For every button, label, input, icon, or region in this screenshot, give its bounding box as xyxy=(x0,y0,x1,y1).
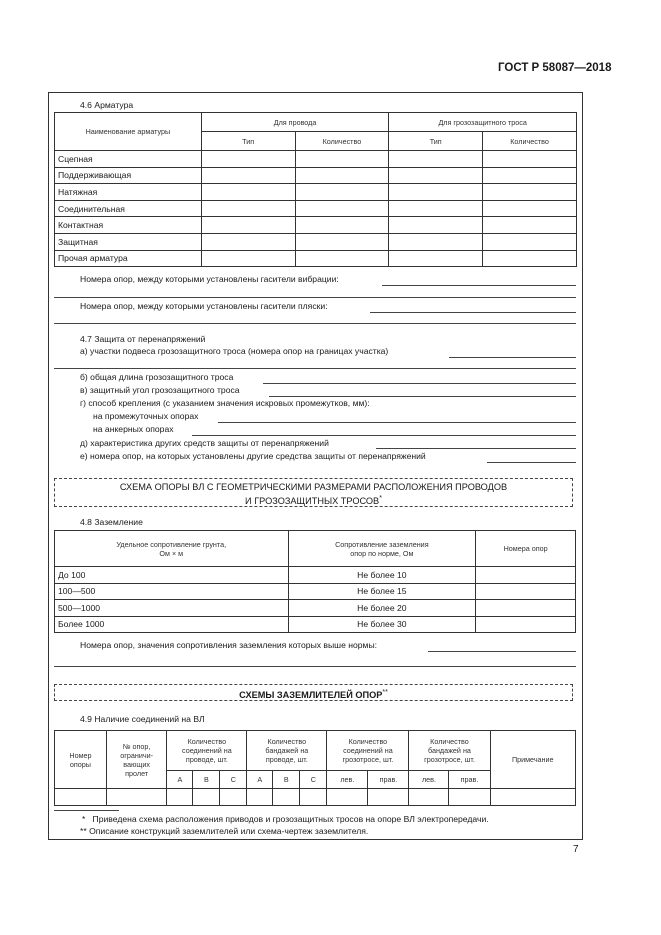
fitting-row-label: Защитная xyxy=(55,233,202,250)
tower-scheme-footnote-mark: * xyxy=(379,495,382,502)
col-span-towers: № опор, ограничи- вающих пролет xyxy=(106,731,167,789)
footnote-separator xyxy=(54,810,119,811)
vibration-damper-label: Номера опор, между которыми установлены гасители вибрации: xyxy=(80,274,339,284)
section-4-8-title: 4.8 Заземление xyxy=(80,517,143,527)
above-norm-label: Номера опор, значения сопротивления заземления которых выше нормы: xyxy=(80,640,378,650)
vibration-damper-line[interactable] xyxy=(382,285,576,286)
tower-scheme-line2: И ГРОЗОЗАЩИТНЫХ ТРОСОВ xyxy=(245,496,380,507)
col-note: Примечание xyxy=(490,731,576,789)
item-v-line[interactable] xyxy=(269,396,576,397)
vibration-damper-line-2[interactable] xyxy=(54,297,576,298)
item-g1-label: на промежуточных опорах xyxy=(93,411,199,421)
norm-value: Не более 20 xyxy=(288,600,476,617)
item-g2-label: на анкерных опорах xyxy=(93,424,174,434)
norm-value: Не более 30 xyxy=(288,616,476,633)
dance-damper-line[interactable] xyxy=(370,312,576,313)
item-d-line[interactable] xyxy=(376,448,576,449)
item-e-label: е) номера опор, на которых установлены другие средства защиты от перенапряжений xyxy=(80,451,426,461)
fitting-row-label: Прочая арматура xyxy=(55,250,202,267)
fitting-row-label: Натяжная xyxy=(55,184,202,201)
grounding-table xyxy=(54,530,576,633)
grounding-scheme-box xyxy=(54,684,573,701)
item-e-line[interactable] xyxy=(487,462,576,463)
col-norm-resistance: Сопротивление заземления опор по норме, Ом xyxy=(288,531,476,567)
item-g2-line[interactable] xyxy=(192,435,576,436)
fitting-row-label: Соединительная xyxy=(55,200,202,217)
group-ground-wire: Для грозозащитного троса xyxy=(389,113,577,132)
col-wire-bandages: Количество бандажей на проводе, шт. xyxy=(247,731,327,771)
soil-value: 500—1000 xyxy=(55,600,289,617)
item-v-label: в) защитный угол грозозащитного троса xyxy=(80,385,240,395)
footnote-1: * Приведена схема расположения приводов и грозозащитных тросов на опоре ВЛ электропередачи. xyxy=(82,814,489,824)
ground-left: лев. xyxy=(409,771,449,789)
phase-a: А xyxy=(247,771,273,789)
norm-value: Не более 10 xyxy=(288,567,476,584)
dance-damper-line-2[interactable] xyxy=(54,323,576,324)
item-g-label: г) способ крепления (с указанием значения искровых промежутков, мм): xyxy=(80,398,370,408)
grounding-scheme-title: СХЕМЫ ЗАЗЕМЛИТЕЛЕЙ ОПОР xyxy=(239,690,383,701)
dance-damper-label: Номера опор, между которыми установлены гасители пляски: xyxy=(80,301,328,311)
col-fitting-name: Наименование арматуры xyxy=(55,113,202,151)
soil-value: До 100 xyxy=(55,567,289,584)
norm-value: Не более 15 xyxy=(288,583,476,600)
item-a-label: а) участки подвеса грозозащитного троса (номера опор на границах участка) xyxy=(80,346,389,356)
ground-right: прав. xyxy=(449,771,490,789)
phase-a: А xyxy=(167,771,193,789)
item-b-label: б) общая длина грозозащитного троса xyxy=(80,372,234,382)
standard-number: ГОСТ Р 58087—2018 xyxy=(498,62,612,74)
phase-c: С xyxy=(300,771,327,789)
tower-scheme-line1: СХЕМА ОПОРЫ ВЛ С ГЕОМЕТРИЧЕСКИМИ РАЗМЕРАМИ РАСПОЛОЖЕНИЯ ПРОВОДОВ xyxy=(119,482,508,492)
col-ground-qty: Количество xyxy=(483,132,577,151)
grounding-scheme-footnote-mark: ** xyxy=(382,689,388,696)
phase-b: В xyxy=(193,771,220,789)
item-a-line-2[interactable] xyxy=(54,368,576,369)
col-wire-connections: Количество соединений на проводе, шт. xyxy=(167,731,247,771)
col-tower-number: Номер опоры xyxy=(55,731,107,789)
above-norm-line-2[interactable] xyxy=(54,666,576,667)
item-g1-line[interactable] xyxy=(218,422,576,423)
phase-c: С xyxy=(220,771,247,789)
item-b-line[interactable] xyxy=(263,383,576,384)
section-4-7-title: 4.7 Защита от перенапряжений xyxy=(80,334,206,344)
fittings-table xyxy=(54,112,577,267)
section-4-6-title: 4.6 Арматура xyxy=(80,100,134,110)
footnote-2: ** Описание конструкций заземлителей или схема-чертеж заземлителя. xyxy=(80,826,369,836)
col-ground-connections: Количество соединений на грозотросе, шт. xyxy=(327,731,409,771)
ground-left: лев. xyxy=(327,771,368,789)
col-ground-type: Тип xyxy=(389,132,483,151)
col-wire-type: Тип xyxy=(201,132,295,151)
phase-b: В xyxy=(273,771,300,789)
item-a-line[interactable] xyxy=(449,357,576,358)
fitting-row-label: Сцепная xyxy=(55,151,202,168)
col-wire-qty: Количество xyxy=(295,132,389,151)
section-4-9-title: 4.9 Наличие соединений на ВЛ xyxy=(80,714,205,724)
group-wire: Для провода xyxy=(201,113,389,132)
fitting-row-label: Поддерживающая xyxy=(55,167,202,184)
tower-scheme-box xyxy=(54,478,573,507)
col-ground-bandages: Количество бандажей на грозотросе, шт. xyxy=(409,731,490,771)
connections-table xyxy=(54,730,576,806)
page-number: 7 xyxy=(573,844,579,855)
item-d-label: д) характеристика других средств защиты от перенапряжений xyxy=(80,438,329,448)
above-norm-line[interactable] xyxy=(428,651,576,652)
soil-value: 100—500 xyxy=(55,583,289,600)
fitting-row-label: Контактная xyxy=(55,217,202,234)
soil-value: Более 1000 xyxy=(55,616,289,633)
col-tower-numbers: Номера опор xyxy=(476,531,576,567)
ground-right: прав. xyxy=(368,771,409,789)
col-soil-resistivity: Удельное сопротивление грунта, Ом × м xyxy=(55,531,289,567)
